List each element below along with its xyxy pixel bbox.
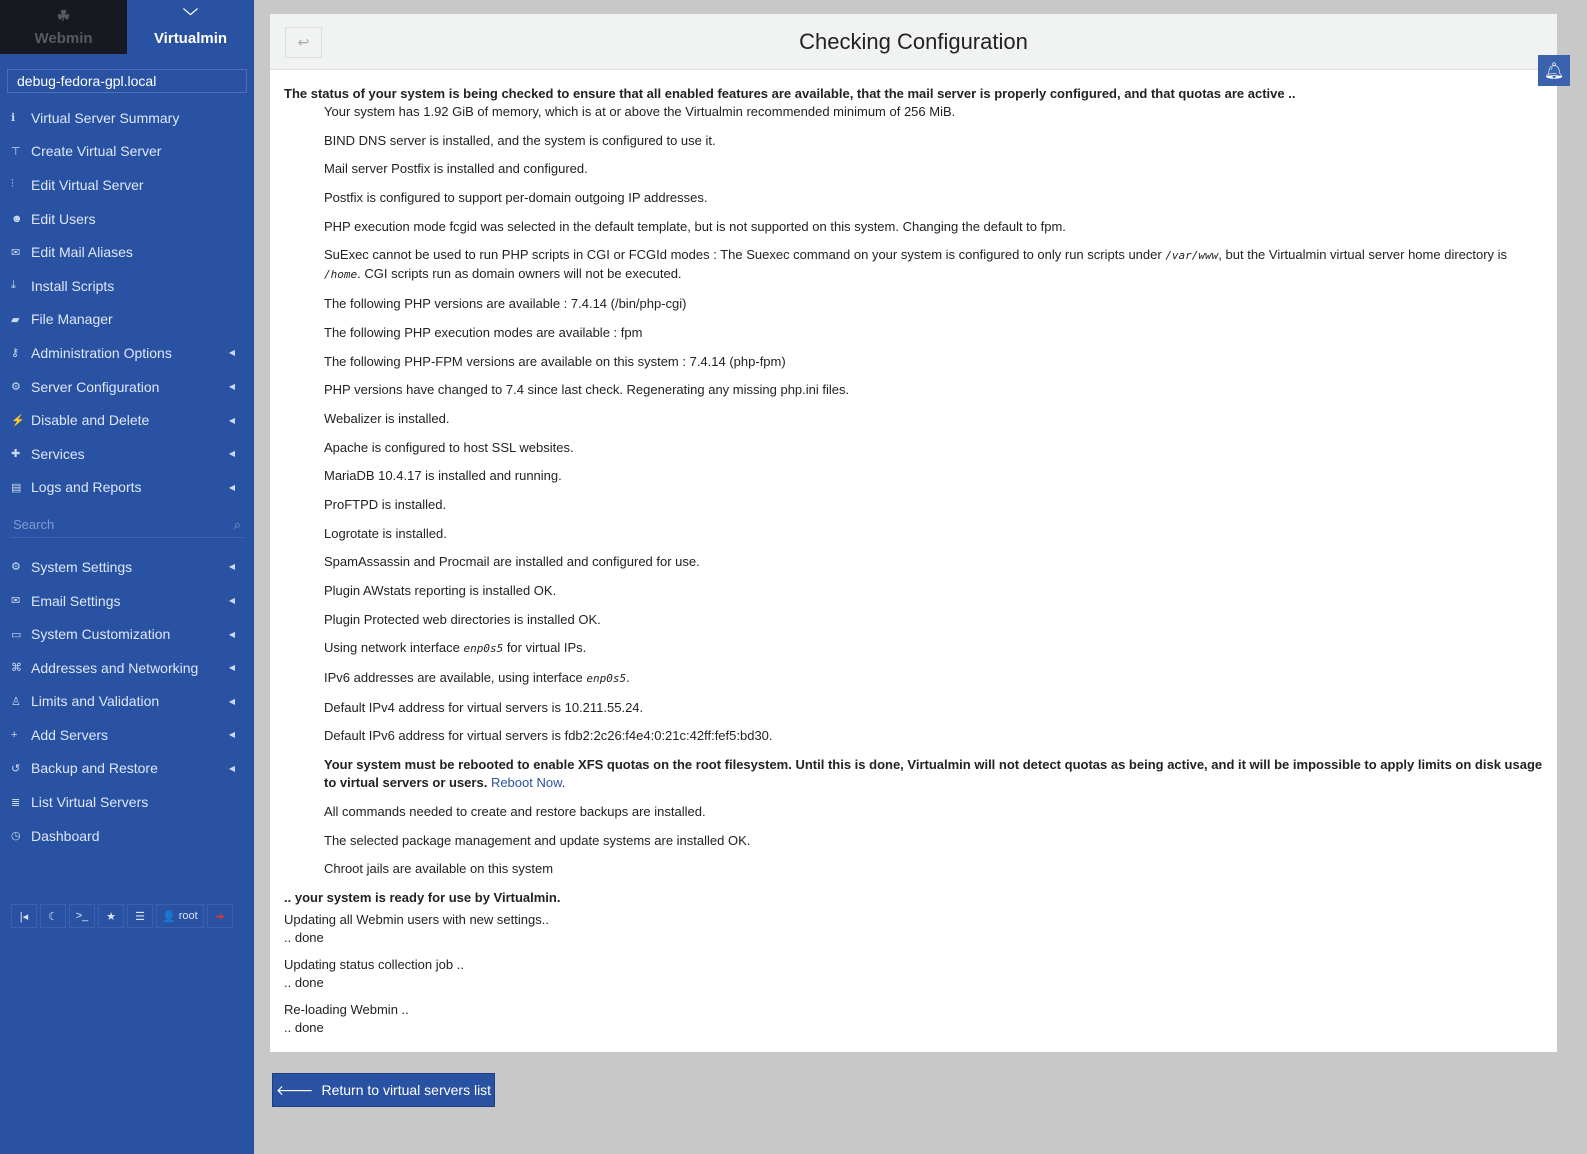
ipv4-message: Default IPv4 address for virtual servers is 10.211.55.24. [324, 699, 644, 715]
moon-icon: ☾ [48, 910, 58, 923]
sidebar-item-server-configuration[interactable]: ⚙ Server Configuration ◀ [11, 378, 235, 395]
sidebar-item-list-virtual-servers[interactable]: ≣ List Virtual Servers [11, 794, 149, 811]
search-input[interactable]: Search ⌕ [10, 512, 244, 538]
status-line: Plugin AWstats reporting is installed OK. [324, 583, 557, 598]
quota-warning: Your system must be rebooted to enable XFS quotas on the root filesystem. Until this is done, Virtualmin will not detect quotas as being active, and it will be impossible to apply limits on disk usage to virtual servers or users. Reboot Now. [324, 757, 1543, 791]
step-text: Updating all Webmin users with new settings.. [284, 911, 549, 927]
status-line: Webalizer is installed. [324, 410, 450, 426]
status-line: All commands needed to create and restore backups are installed. [324, 803, 706, 819]
sliders-icon: ⫶ [11, 178, 14, 191]
caret-left-icon: ◀ [228, 629, 235, 639]
file-icon: ▤ [11, 481, 22, 494]
caret-left-icon: ◀ [228, 696, 235, 706]
sidebar-item-dashboard[interactable]: ◷ Dashboard [11, 827, 100, 844]
sidebar-item-administration-options[interactable]: ⚷ Administration Options ◀ [11, 344, 235, 361]
return-to-servers-button[interactable]: 🡐 Return to virtual servers list [272, 1073, 495, 1107]
step-block [284, 911, 1543, 947]
logout-icon: ➔ [215, 910, 225, 923]
add-server-icon: ⊤ [11, 145, 21, 158]
status-line: Chroot jails are available on this system [324, 861, 554, 877]
status-line: Postfix is configured to support per-domain outgoing IP addresses. [324, 190, 708, 206]
network-interface-message: Using network interface enp0s5 for virtual IPs. [324, 640, 587, 656]
collapse-icon: |◂ [19, 910, 29, 923]
status-line: Plugin Protected web directories is installed OK. [324, 611, 601, 627]
search-icon: ⌕ [233, 516, 241, 532]
user-button[interactable]: 👤 root [156, 904, 204, 928]
return-arrow-icon: ↩ [297, 34, 310, 50]
sidebar-item-edit-users[interactable]: ☻ Edit Users [11, 210, 96, 227]
main-panel [270, 14, 1557, 1052]
sidebar-item-virtual-server-summary[interactable]: ℹ Virtual Server Summary [11, 109, 180, 126]
puzzle-icon: ✚ [11, 448, 21, 461]
user-cog-icon: 👤 [162, 910, 176, 923]
envelope-icon: ✉ [11, 595, 21, 608]
terminal-button[interactable] [69, 904, 95, 928]
caret-left-icon: ◀ [228, 562, 235, 572]
reboot-now-link[interactable]: Reboot Now [490, 775, 562, 791]
bell-icon: 🔔︎ [1543, 62, 1565, 80]
collapse-sidebar-button[interactable] [11, 904, 37, 928]
laptop-icon: ▭ [11, 628, 22, 641]
sidebar-item-file-manager[interactable]: ▰ File Manager [11, 311, 113, 328]
list-icon: ≣ [11, 796, 21, 809]
intro-text: The status of your system is being checked to ensure that all enabled features are available, that the mail server is properly configured, and that quotas are active .. [284, 86, 1296, 101]
caret-left-icon: ◀ [228, 730, 235, 740]
status-line: The following PHP-FPM versions are available on this system : 7.4.14 (php-fpm) [324, 353, 786, 369]
sidebar-item-limits-and-validation[interactable]: ♙ Limits and Validation ◀ [11, 693, 235, 710]
sidebar [0, 0, 254, 1154]
status-line: PHP versions have changed to 7.4 since last check. Regenerating any missing php.ini files. [324, 382, 850, 398]
domain-selector[interactable]: debug-fedora-gpl.local [7, 69, 247, 93]
dashboard-icon: ◷ [11, 830, 21, 843]
status-line: Your system has 1.92 GiB of memory, which is at or above the Virtualmin recommended minimum of 256 MiB. [324, 104, 956, 119]
users-icon: ☻ [11, 212, 23, 225]
night-mode-button[interactable] [40, 904, 66, 928]
sidebar-item-edit-mail-aliases[interactable]: ✉ Edit Mail Aliases [11, 244, 133, 261]
step-block [284, 956, 1543, 992]
status-line: The following PHP versions are available : 7.4.14 (/bin/php-cgi) [324, 296, 687, 312]
caret-left-icon: ◀ [228, 596, 235, 606]
cogs-icon: ⚙ [11, 381, 21, 394]
sidebar-item-backup-and-restore[interactable]: ↺ Backup and Restore ◀ [11, 760, 235, 777]
folder-icon: ▰ [11, 313, 20, 326]
back-button[interactable] [285, 27, 322, 58]
sidebar-item-logs-and-reports[interactable]: ▤ Logs and Reports ◀ [11, 479, 235, 496]
ipv6-message: Default IPv6 address for virtual servers is fdb2:2c26:f4e4:0:21c:42ff:fef5:bd30. [324, 728, 773, 744]
sidebar-item-system-customization[interactable]: ▭ System Customization ◀ [11, 626, 235, 643]
favorites-button[interactable] [98, 904, 124, 928]
gear-icon: ⚙ [11, 561, 21, 574]
arrow-left-icon: 🡐 [275, 1081, 314, 1098]
theme-settings-button[interactable] [127, 904, 153, 928]
sidebar-item-email-settings[interactable]: ✉ Email Settings ◀ [11, 592, 235, 609]
page-title: Checking Configuration [799, 28, 1028, 54]
status-line: The selected package management and update systems are installed OK. [324, 832, 751, 848]
caret-left-icon: ◀ [228, 663, 235, 673]
sidebar-item-add-servers[interactable]: + Add Servers ◀ [11, 726, 235, 743]
plus-icon: + [11, 728, 18, 741]
info-icon: ℹ [11, 112, 16, 125]
step-block [284, 1001, 1543, 1037]
caret-left-icon: ◀ [228, 348, 235, 358]
step-text: Updating status collection job .. [284, 956, 464, 972]
status-line: ProFTPD is installed. [324, 496, 447, 512]
user-lock-icon: ♙ [11, 695, 21, 708]
mail-alias-icon: ✉ [11, 246, 21, 259]
caret-left-icon: ◀ [228, 382, 235, 392]
status-line: BIND DNS server is installed, and the system is configured to use it. [324, 132, 716, 148]
sidebar-item-services[interactable]: ✚ Services ◀ [11, 445, 235, 462]
star-icon: ★ [106, 910, 116, 923]
chevron-down-icon: ﹀ [182, 8, 198, 25]
status-line: MariaDB 10.4.17 is installed and running. [324, 468, 562, 484]
step-status: .. done [284, 1019, 324, 1035]
logout-button[interactable] [207, 904, 233, 928]
step-status: .. done [284, 974, 324, 990]
sidebar-item-system-settings[interactable]: ⚙ System Settings ◀ [11, 558, 235, 575]
download-icon: ⤓ [11, 279, 16, 292]
network-icon: ⌘ [11, 662, 22, 675]
sidebar-item-create-virtual-server[interactable]: ⊤ Create Virtual Server [11, 143, 162, 160]
status-line: The following PHP execution modes are available : fpm [324, 324, 643, 340]
sidebar-item-edit-virtual-server[interactable]: ⫶ Edit Virtual Server [11, 176, 144, 193]
tab-virtualmin[interactable]: ﹀ Virtualmin [153, 8, 228, 47]
notifications-button[interactable] [1538, 55, 1570, 86]
ipv6-interface-message: IPv6 addresses are available, using interface enp0s5. [324, 670, 630, 686]
status-line: SpamAssassin and Procmail are installed and configured for use. [324, 554, 700, 570]
ready-text: .. your system is ready for use by Virtualmin. [284, 889, 561, 905]
status-line: Apache is configured to host SSL websites. [324, 439, 574, 455]
caret-left-icon: ◀ [228, 449, 235, 459]
plug-icon: ⚡ [11, 414, 25, 427]
step-text: Re-loading Webmin .. [284, 1001, 409, 1017]
suexec-message: SuExec cannot be used to run PHP scripts in CGI or FCGId modes : The Suexec command on your system is configured to only run scripts under /var/www, but the Virtualmin virtual server home directory is /home. CGI scripts run as domain owners will not be executed. [324, 247, 1508, 282]
status-line: PHP execution mode fcgid was selected in the default template, but is not supported on this system. Changing the default to fpm. [324, 218, 1066, 234]
status-line: Logrotate is installed. [324, 525, 447, 541]
key-icon: ⚷ [11, 347, 20, 360]
webmin-logo-icon: ☘ [56, 8, 71, 25]
status-line: Mail server Postfix is installed and configured. [324, 161, 588, 177]
caret-left-icon: ◀ [228, 415, 235, 425]
step-status: .. done [284, 929, 324, 945]
tab-webmin[interactable]: ☘ Webmin [0, 0, 127, 54]
terminal-icon: >_ [75, 910, 89, 922]
caret-left-icon: ◀ [228, 482, 235, 492]
sidebar-item-disable-and-delete[interactable]: ⚡ Disable and Delete ◀ [11, 412, 235, 429]
sidebar-item-install-scripts[interactable]: ⤓ Install Scripts [11, 277, 115, 294]
sidebar-item-addresses-and-networking[interactable]: ⌘ Addresses and Networking ◀ [11, 659, 235, 676]
sliders-icon: ☰ [135, 910, 145, 923]
history-icon: ↺ [11, 762, 21, 775]
caret-left-icon: ◀ [228, 763, 235, 773]
